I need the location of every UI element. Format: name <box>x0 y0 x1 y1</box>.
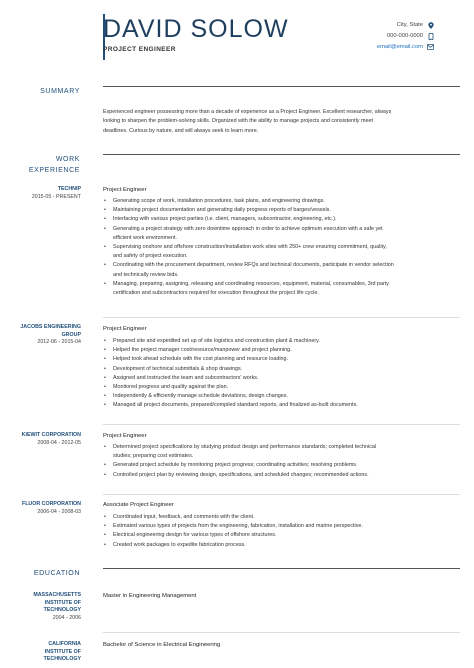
location-pin-icon <box>427 22 434 29</box>
list-item: • Coordinated input, feedback, and comments with the client. <box>103 513 433 522</box>
job-bullets <box>103 443 433 480</box>
job-meta <box>0 432 81 447</box>
list-item-continuation: efficient work environment. <box>113 234 178 241</box>
education-meta <box>0 641 81 664</box>
list-item: • Assigned and instructed the team and subcontractors' works. <box>103 374 433 383</box>
list-item: • Generating a project strategy with zero downtime approach in order to achieve optimum execution with a safe yet <box>103 225 433 234</box>
list-item: • Managed all project documents, prepared/compiled standard reports, and finalized as-built documents. <box>103 401 433 410</box>
job-role: Project Engineer <box>103 187 147 193</box>
education-meta <box>0 592 81 622</box>
job-meta <box>0 324 81 347</box>
job-company: JACOBS ENGINEERING <box>20 324 81 330</box>
list-item-continuation: and safety of project execution. <box>113 253 188 260</box>
contact-phone-text: 000-000-0000 <box>386 33 423 39</box>
job-meta <box>0 501 81 516</box>
list-item: • Estimated various types of projects from the engineering, fabrication, installation and marine perspective. <box>103 522 433 531</box>
section-label-education: EDUCATION <box>33 570 80 577</box>
education-school: MASSACHUSETTS <box>33 592 81 598</box>
list-item: • Determined project specifications by studying product design and performance standards; completed technical <box>103 443 433 452</box>
section-label-work-line: EXPERIENCE <box>28 167 80 174</box>
section-label-summary: SUMMARY <box>40 88 80 95</box>
job-company: GROUP <box>61 331 81 338</box>
list-item-continuation: certification and subcontractors required for execution throughout the project life cycle. <box>113 290 319 297</box>
job-divider <box>103 317 460 318</box>
list-item: • Helped took ahead schedule with the cost planning and resource loading. <box>103 355 433 364</box>
contact-phone <box>377 31 434 42</box>
summary-line: Experienced engineer possessing more than a decade of experience as a Project Engineer. Excellent researcher, always <box>103 109 392 115</box>
list-item: • Development of technical submittals & shop drawings. <box>103 365 433 374</box>
job-role: Project Engineer <box>103 326 147 332</box>
job-dates: 2015-05 - PRESENT <box>31 193 81 200</box>
section-label-work <box>0 154 80 176</box>
job-role: Project Engineer <box>103 433 147 439</box>
candidate-title: PROJECT ENGINEER <box>103 46 176 53</box>
list-item: • Generated project schedule by monitoring project progress; coordinating activities; resolving problems. <box>103 461 433 470</box>
list-item: • Managing, preparing, assigning, releasing and coordinating resources, equipment, material, consumables, 3rd party <box>103 280 433 289</box>
job-company: KIEWIT CORPORATION <box>21 432 81 438</box>
job-bullets <box>103 197 433 298</box>
contact-location-text: City, State <box>396 22 423 28</box>
summary-text <box>103 108 433 136</box>
summary-line: deadlines. Curious by nature, and will always seek to learn more. <box>103 127 259 134</box>
job-company: FLUOR CORPORATION <box>21 501 81 507</box>
job-bullets <box>103 513 433 550</box>
envelope-icon <box>427 44 434 51</box>
education-dates: 2004 - 2006 <box>52 614 81 621</box>
phone-icon <box>427 33 434 40</box>
list-item: • Generating scope of work, installation procedures, task plans, and engineering drawings. <box>103 197 433 206</box>
education-school: INSTITUTE OF <box>44 648 81 655</box>
education-degree: Bachelor of Science in Electrical Engineering <box>103 642 221 648</box>
list-item: • Helped the project manager cost/resource/manpower and project planning. <box>103 346 433 355</box>
education-school: TECHNOLOGY <box>43 656 81 663</box>
job-divider <box>103 424 460 425</box>
contact-email[interactable] <box>377 42 434 53</box>
job-dates: 2008-04 - 2012-05 <box>37 439 81 446</box>
education-school: INSTITUTE OF <box>44 599 81 606</box>
summary-line: looking to sharpen the problem-solving skills. Organized with the ability to manage projects and consistently meet <box>103 118 373 125</box>
contact-block <box>377 20 434 53</box>
job-divider <box>103 494 460 495</box>
job-dates: 2012-06 - 2015-04 <box>37 339 81 346</box>
list-item: • Monitored progress and quality against the plan. <box>103 383 433 392</box>
list-item: • Electrical engineering design for various types of offshore structures. <box>103 531 433 540</box>
education-divider <box>103 568 460 569</box>
list-item-continuation: studies; preparing cost estimates. <box>113 453 194 460</box>
list-item: • Controlled project plan by reviewing design, specifications, and scheduled changes; recommended actions. <box>103 471 433 480</box>
job-company: TECHNIP <box>57 186 81 192</box>
candidate-name: DAVID SOLOW <box>103 15 289 43</box>
education-school: TECHNOLOGY <box>43 607 81 614</box>
summary-divider <box>103 86 460 87</box>
education-item-divider <box>103 632 460 633</box>
work-divider <box>103 154 460 155</box>
list-item: • Independently & efficiently manage schedule deviations, design changes. <box>103 392 433 401</box>
list-item-continuation: and technically review bids. <box>113 271 179 278</box>
job-role: Associate Project Engineer <box>103 502 174 508</box>
list-item: • Prepared site and expedited set up of site logistics and construction plant & machinery. <box>103 337 433 346</box>
job-dates: 2006-04 - 2008-03 <box>37 508 81 515</box>
list-item: • Coordinating with the procurement department, review RFQs and technical documents, participate in vendor selection <box>103 261 433 270</box>
list-item: • Supervising onshore and offshore construction/installation work sites with 250+ crew ensuring commitment, quality, <box>103 243 433 252</box>
list-item: • Created work packages to expedite fabrication process. <box>103 541 433 550</box>
contact-location <box>377 20 434 31</box>
education-degree: Master in Engineering Management <box>103 593 197 599</box>
education-school: CALIFORNIA <box>48 641 81 647</box>
job-bullets <box>103 337 433 411</box>
job-meta <box>0 186 81 201</box>
list-item: • Interfacing with various project parties (i.e. client, managers, subcontractor, engineering, etc.). <box>103 215 433 224</box>
contact-email-link[interactable]: email@email.com <box>376 44 423 50</box>
list-item: • Maintaining project documentation and generating daily progress reports of barges/vessels. <box>103 206 433 215</box>
section-label-work-line: WORK <box>55 156 80 163</box>
